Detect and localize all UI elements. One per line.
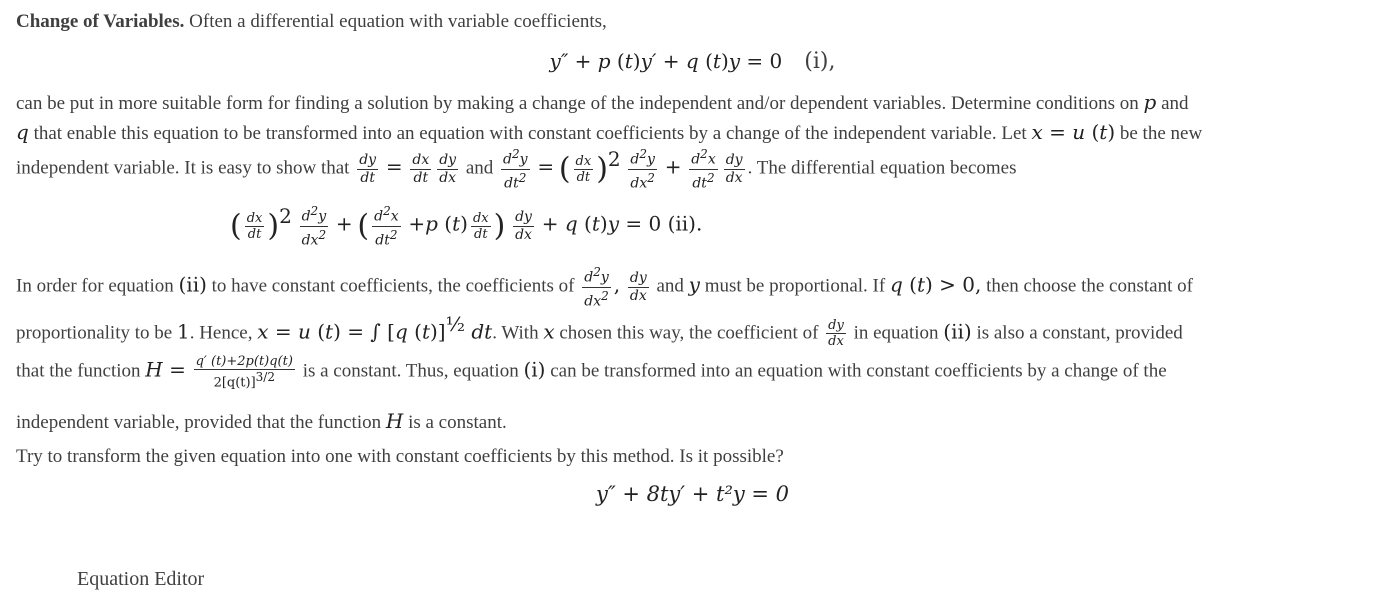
equation-ii-label: (ii).	[667, 211, 703, 236]
paragraph2-with: . With	[492, 322, 539, 344]
equation-editor-button[interactable]: Equation Editor	[77, 568, 205, 590]
paragraph1-line3: independent variable. It is easy to show that $\frac{dy}{dt}$ = $\frac{dx}{dt}$ $\frac{dy}{dx}$ and $\frac{d^2y}{dt^2}$ = ( $\frac{dx}{dt}$ )$^2$ $\frac{d^2y}{dx^2}$ + $\frac{d^2x}{dt^2}$ $\frac{dy}{dx}$ . The differential equation becomes	[16, 147, 1017, 192]
paragraph1-and: and	[465, 157, 494, 179]
paragraph1-text2: that enable this equation to be transformed into an equation with constant coefficients by a change of the independent variable. Let	[33, 123, 1027, 144]
paragraph1-line1: can be put in more suitable form for finding a solution by making a change of the independent and/or dependent variables. Determine conditions on p and	[16, 90, 1189, 114]
equation-ii: ( $\frac{dx}{dt}$ )$^2$ $\frac{d^2y}{dx^2}$ + ( $\frac{d^2x}{dt^2}$ +p (t) $\frac{dx}{dt}$ ) $\frac{dy}{dx}$ + q (t)y = 0 (ii).	[230, 204, 703, 249]
paragraph2-hence: . Hence,	[189, 322, 253, 344]
paragraph2-text4: independent variable, provided that the function	[16, 412, 382, 433]
paragraph1-text3-end: . The differential equation becomes	[747, 157, 1017, 179]
paragraph2-line2: proportionality to be 1. Hence, x = u (t) = ∫ [q (t)]$^{\frac{1}{2}}$ dt. With x chosen this way, the coefficient of $\frac{dy}{dx}$ in equation (ii) is also a constant, provided	[16, 312, 1183, 350]
intro-text: Often a differential equation with variable coefficients,	[189, 11, 607, 32]
paragraph2-text2-mid2: chosen this way, the coefficient of	[559, 322, 819, 344]
equation-i: y″ + p (t)y′ + q (t)y = 0 (i),	[549, 49, 836, 74]
paragraph2-text3-mid: is a constant. Thus, equation	[302, 360, 519, 382]
given-equation-text: y″ + 8ty′ + t²y = 0	[595, 482, 790, 506]
paragraph2-text1-mid: to have constant coefficients, the coefficients of	[211, 275, 575, 297]
paragraph2-line3: that the function H = $\frac{q' (t)+2p(t)q(t)}{2[q(t)]^{3/2}}$ is a constant. Thus, equation (i) can be transformed into an equation with constant coefficients by a change of the	[16, 354, 1167, 391]
paragraph2-text1-mid2: must be proportional. If	[704, 275, 886, 297]
paragraph2-line1: In order for equation (ii) to have constant coefficients, the coefficients of $\frac{d^2y}{dx^2}$ , $\frac{dy}{dx}$ and y must be proportional. If q (t) > 0, then choose the constant of	[16, 265, 1193, 310]
paragraph2-line4: independent variable, provided that the function H is a constant.	[16, 409, 507, 433]
paragraph2-text4-end: is a constant.	[408, 412, 507, 433]
paragraph1-text3: independent variable. It is easy to show that	[16, 157, 350, 179]
paragraph2-text2: proportionality to be	[16, 322, 173, 344]
paragraph1-line2: q that enable this equation to be transformed into an equation with constant coefficients by a change of the independent variable. Let x = u (t) be the new	[16, 120, 1203, 144]
paragraph2-text1: In order for equation	[16, 275, 174, 297]
equation-i-label: (i),	[804, 49, 836, 74]
intro-line	[16, 11, 607, 33]
paragraph2-text1-end: then choose the constant of	[986, 275, 1193, 297]
given-equation	[0, 481, 1385, 507]
paragraph1-text1-end: and	[1161, 93, 1189, 114]
paragraph1-text2-end: be the new	[1119, 123, 1203, 144]
paragraph2-text2-end: is also a constant, provided	[976, 322, 1183, 344]
paragraph2-text3-end: can be transformed into an equation with constant coefficients by a change of the	[550, 360, 1167, 382]
paragraph2-and: and	[656, 275, 684, 297]
paragraph1-text1: can be put in more suitable form for finding a solution by making a change of the independent and/or dependent variables. Determine conditions on	[16, 93, 1139, 114]
question-text: Try to transform the given equation into one with constant coefficients by this method. Is it possible?	[16, 446, 784, 467]
section-heading: Change of Variables.	[16, 11, 185, 32]
paragraph2-text3: that the function	[16, 360, 141, 382]
paragraph2-text2-mid3: in equation	[853, 322, 939, 344]
